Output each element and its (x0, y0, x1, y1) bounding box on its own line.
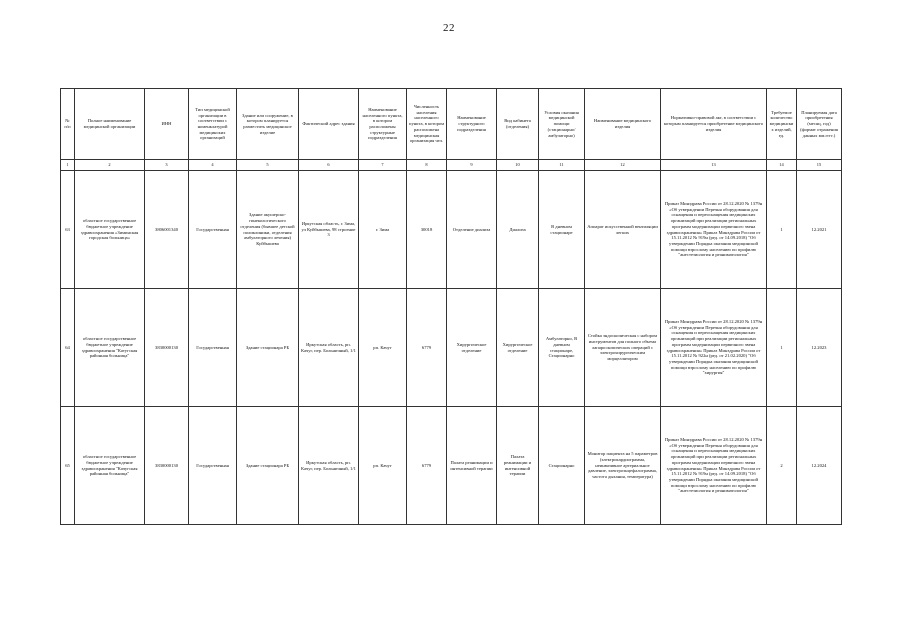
column-number: 15 (797, 160, 842, 171)
purchase-date: 12.2023 (797, 289, 842, 407)
organization-type: Государственная (189, 407, 237, 525)
column-header: ИНН (145, 89, 189, 160)
population: 6779 (407, 289, 447, 407)
column-header: Планируемая дата приобретения (месяц, год) (формат отражения данных мм.гггг.) (797, 89, 842, 160)
column-number: 10 (497, 160, 539, 171)
equipment-registry-table (60, 88, 842, 525)
column-header: Здание или сооружение, в котором планируется разместить медицинское изделие (237, 89, 299, 160)
inn: 3806001340 (145, 171, 189, 289)
cabinet-type: Диализа (497, 171, 539, 289)
device-name: Стойка эндоскопическая с набором инструментов для полного объема лапароскопических операций с электрохирургическим морцеллятором (585, 289, 661, 407)
column-header: Вид кабинета (отделения) (497, 89, 539, 160)
quantity: 2 (767, 407, 797, 525)
building: Здание стационара РБ (237, 289, 299, 407)
legal-act: Приказ Минздрава России от 28.12.2020 № 1379н «Об утверждении Перечня оборудования для оснащения и переоснащения медицинских организаций при реализации региональных программ модернизации первичного звена здравоохранения» Приказ Минздрава России от 15.11.2012 № 919н (ред. от 14.09.2018) "Об утверждении Порядка оказания медицинской помощи взрослому населению по профилю "анестезиология и реаниматология" (661, 407, 767, 525)
device-name: Аппарат искусственной вентиляции легких (585, 171, 661, 289)
row-number: 64 (61, 289, 75, 407)
column-number: 3 (145, 160, 189, 171)
column-header: № п/п (61, 89, 75, 160)
legal-act: Приказ Минздрава России от 28.12.2020 № 1379н «Об утверждении Перечня оборудования для оснащения и переоснащения медицинских организаций при реализации региональных программ модернизации первичного звена здравоохранения» Приказ Минздрава России от 15.11.2012 № 919н (ред. от 14.09.2018) "Об утверждении Порядка оказания медицинской помощи взрослому населению по профилю "анестезиология и реаниматология" (661, 171, 767, 289)
column-number: 2 (75, 160, 145, 171)
column-number: 12 (585, 160, 661, 171)
column-number: 4 (189, 160, 237, 171)
locality: рп. Качуг (359, 407, 407, 525)
inn: 3830000130 (145, 407, 189, 525)
organization-name: областное государственное бюджетное учреждение здравоохранения "Качугская районная больница" (75, 407, 145, 525)
column-number: 8 (407, 160, 447, 171)
address: Иркутская область, г. Зима, ул Куйбышева, 98 строение 3 (299, 171, 359, 289)
inn: 3830000130 (145, 289, 189, 407)
column-header: Тип медицинской организации в соответствии с номенклатурой медицинских организаций (189, 89, 237, 160)
column-header: Требуемое количество медицинских изделий, ед. (767, 89, 797, 160)
column-number: 14 (767, 160, 797, 171)
row-number: 63 (61, 171, 75, 289)
population: 6779 (407, 407, 447, 525)
locality: г. Зима (359, 171, 407, 289)
care-conditions: Стационарно (539, 407, 585, 525)
quantity: 1 (767, 171, 797, 289)
table-header-row (61, 89, 842, 160)
device-name: Монитор пациента на 5 параметров (электрокардиограмма, неинвазивное артериальное давление, электроэнцефалограмма, частота дыхания, температура) (585, 407, 661, 525)
column-number: 11 (539, 160, 585, 171)
locality: рп. Качуг (359, 289, 407, 407)
column-number: 13 (661, 160, 767, 171)
cabinet-type: Хирургическое отделение (497, 289, 539, 407)
column-header: Нормативно-правовой акт, в соответствии с которым планируется приобретение медицинского изделия (661, 89, 767, 160)
organization-type: Государственная (189, 289, 237, 407)
care-conditions: В дневном стационаре (539, 171, 585, 289)
page-number: 22 (443, 22, 455, 34)
column-number-row (61, 160, 842, 171)
table-row (61, 289, 842, 407)
building: Здание акушерско-гинекологического отделения (бывшее детской поликлиники, отделения амбулаторного лечения) Куйбышева (237, 171, 299, 289)
legal-act: Приказ Минздрава России от 28.12.2020 № 1379н «Об утверждении Перечня оборудования для оснащения и переоснащения медицинских организаций при реализации региональных программ модернизации первичного звена здравоохранения» Приказ Минздрава России от 15.11.2012 № 922н (ред. от 21.02.2020) "Об утверждении Порядка оказания медицинской помощи взрослому населению по профилю "хирургия" (661, 289, 767, 407)
column-number: 5 (237, 160, 299, 171)
column-header: Наименование структурного подразделения (447, 89, 497, 160)
column-header: Полное наименование медицинской организации (75, 89, 145, 160)
cabinet-type: Палата реанимации и интенсивной терапии (497, 407, 539, 525)
care-conditions: Амбулаторно, В дневном стационаре, Стационарно (539, 289, 585, 407)
structural-unit: Палата реанимации и интенсивной терапии (447, 407, 497, 525)
table-row (61, 407, 842, 525)
organization-name: областное государственное бюджетное учреждение здравоохранения "Катугская районная больница" (75, 289, 145, 407)
column-number: 7 (359, 160, 407, 171)
organization-type: Государственная (189, 171, 237, 289)
table-row (61, 171, 842, 289)
purchase-date: 12.2024 (797, 407, 842, 525)
row-number: 65 (61, 407, 75, 525)
quantity: 1 (767, 289, 797, 407)
building: Здание стационара РБ (237, 407, 299, 525)
column-header: Наименование населенного пункта, в котором расположены структурные подразделения (359, 89, 407, 160)
structural-unit: Отделение диализа (447, 171, 497, 289)
column-header: Условия оказания медицинской помощи (стационарно/амбулаторно) (539, 89, 585, 160)
population: 30018 (407, 171, 447, 289)
structural-unit: Хирургическое отделение (447, 289, 497, 407)
column-number: 6 (299, 160, 359, 171)
column-number: 1 (61, 160, 75, 171)
column-header: Фактический адрес здания (299, 89, 359, 160)
column-header: Наименование медицинского изделия (585, 89, 661, 160)
column-header: Численность населения населенного пункта, в котором расположена медицинская организация чел. (407, 89, 447, 160)
purchase-date: 12.2021 (797, 171, 842, 289)
address: Иркутская область, рп. Качуг, пер. Больничный, 1/1 (299, 407, 359, 525)
address: Иркутская область, рп. Качуг, пер. Больничный, 1/1 (299, 289, 359, 407)
column-number: 9 (447, 160, 497, 171)
organization-name: областное государственное бюджетное учреждение здравоохранения «Зиминская городская больница» (75, 171, 145, 289)
